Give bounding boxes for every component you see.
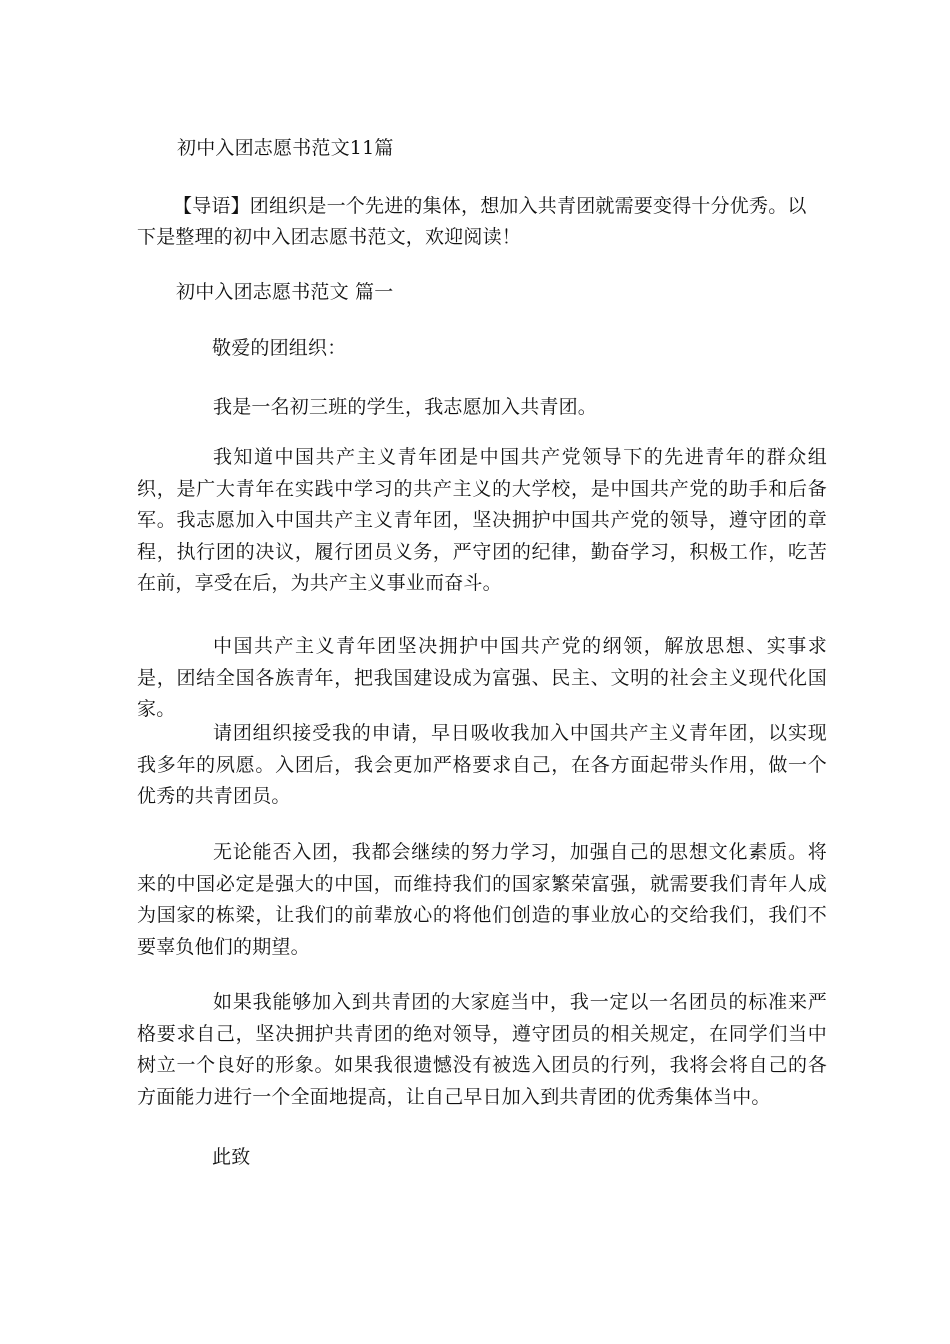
document-title: 初中入团志愿书范文11篇 (177, 137, 394, 159)
salutation: 敬爱的团组织： (212, 337, 347, 359)
body-paragraph-2: 我知道中国共产主义青年团是中国共产党领导下的先进青年的群众组织，是广大青年在实践中学习的共产主义的大学校，是中国共产党的助手和后备军。我志愿加入中国共产主义青年团，坚决拥护中国共产党的领导，遵守团的章程，执行团的决议，履行团员义务，严守团的纪律，勤奋学习，积极工作，吃苦在前，享受在后，为共产主义事业而奋斗。 (137, 446, 827, 594)
intro-paragraph (137, 191, 817, 253)
body-paragraph-1: 我是一名初三班的学生，我志愿加入共青团。 (213, 396, 598, 418)
body-paragraph-5: 无论能否入团，我都会继续的努力学习，加强自己的思想文化素质。将来的中国必定是强大的中国，而维持我们的国家繁荣富强，就需要我们青年人成为国家的栋梁，让我们的前辈放心的将他们创造的事业放心的交给我们，我们不要辜负他们的期望。 (137, 841, 827, 958)
closing-text: 此致 (212, 1146, 251, 1168)
body-paragraph-6: 如果我能够加入到共青团的大家庭当中，我一定以一名团员的标准来严格要求自己，坚决拥护共青团的绝对领导，遵守团员的相关规定，在同学们当中树立一个良好的形象。如果我很遗憾没有被选入团员的行列，我将会将自己的各方面能力进行一个全面地提高，让自己早日加入到共青团的优秀集体当中。 (137, 991, 827, 1108)
section-heading: 初中入团志愿书范文 篇一 (176, 281, 394, 303)
intro-text: 【导语】团组织是一个先进的集体，想加入共青团就需要变得十分优秀。以下是整理的初中入团志愿书范文，欢迎阅读！ (137, 195, 807, 248)
body-paragraph-3: 中国共产主义青年团坚决拥护中国共产党的纲领，解放思想、实事求是，团结全国各族青年，把我国建设成为富强、民主、文明的社会主义现代化国家。 (137, 635, 827, 720)
body-paragraph-4: 请团组织接受我的申请，早日吸收我加入中国共产主义青年团，以实现我多年的夙愿。入团后，我会更加严格要求自己，在各方面起带头作用，做一个优秀的共青团员。 (137, 722, 827, 807)
